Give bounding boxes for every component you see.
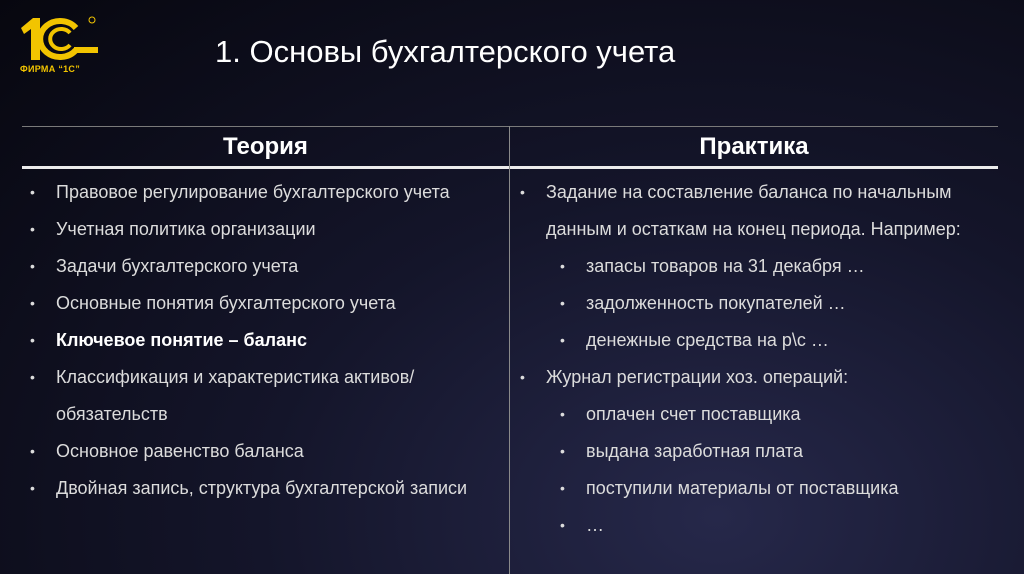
bullet-icon: • — [520, 369, 525, 385]
sub-list-item — [518, 285, 988, 322]
slide-title: 1. Основы бухгалтерского учета — [215, 34, 676, 69]
bullet-icon: • — [560, 332, 565, 348]
list-item-text: … — [586, 515, 604, 535]
list-item — [28, 433, 498, 470]
list-item-text: Ключевое понятие – баланс — [56, 330, 308, 350]
bullet-icon: • — [560, 443, 565, 459]
bullet-icon: • — [30, 480, 35, 496]
list-item — [28, 211, 498, 248]
list-item-text: Задачи бухгалтерского учета — [56, 256, 299, 276]
list-item-text: Правовое регулирование бухгалтерского учета — [56, 182, 450, 202]
sub-list-item — [518, 322, 988, 359]
logo-caption: ФИРМА “1С” — [20, 64, 81, 74]
bullet-icon: • — [30, 221, 35, 237]
bullet-icon: • — [30, 443, 35, 459]
list-item-text: поступили материалы от поставщика — [586, 478, 899, 498]
bullet-icon: • — [560, 258, 565, 274]
theory-header: Теория — [223, 133, 308, 160]
list-item-text: Задание на составление баланса по начальным данным и остаткам на конец периода. Например: — [546, 182, 961, 239]
list-item-text: запасы товаров на 31 декабря … — [586, 256, 865, 276]
bullet-icon: • — [520, 184, 525, 200]
bullet-icon: • — [560, 517, 565, 533]
practice-list — [518, 174, 988, 544]
list-item-text: задолженность покупателей … — [586, 293, 846, 313]
bullet-icon: • — [560, 406, 565, 422]
list-item-text: Основное равенство баланса — [56, 441, 304, 461]
list-item — [28, 322, 498, 359]
bullet-icon: • — [30, 184, 35, 200]
sub-list-item — [518, 507, 988, 544]
column-divider — [509, 126, 510, 574]
list-item-text: денежные средства на р\с … — [586, 330, 829, 350]
list-item-text: выдана заработная плата — [586, 441, 804, 461]
company-logo — [18, 14, 100, 78]
list-item — [518, 174, 988, 248]
list-item — [518, 359, 988, 396]
list-item-text: Двойная запись, структура бухгалтерской записи — [56, 478, 468, 498]
bullet-icon: • — [560, 480, 565, 496]
list-item — [28, 359, 498, 433]
theory-list — [28, 174, 498, 507]
list-item — [28, 248, 498, 285]
sub-list-item — [518, 396, 988, 433]
list-item-text: оплачен счет поставщика — [586, 404, 801, 424]
list-item — [28, 470, 498, 507]
sub-list-item — [518, 248, 988, 285]
sub-list-item — [518, 433, 988, 470]
list-item-text: Классификация и характеристика активов/обязательств — [56, 367, 415, 424]
list-item — [28, 285, 498, 322]
list-item-text: Журнал регистрации хоз. операций: — [546, 367, 849, 387]
logo-1c-mark — [18, 14, 100, 64]
practice-column — [510, 126, 998, 535]
sub-list-item — [518, 470, 988, 507]
list-item — [28, 174, 498, 211]
list-item-text: Основные понятия бухгалтерского учета — [56, 293, 396, 313]
list-item-text: Учетная политика организации — [56, 219, 316, 239]
practice-header: Практика — [699, 133, 809, 160]
bullet-icon: • — [30, 369, 35, 385]
bullet-icon: • — [560, 295, 565, 311]
comparison-table — [22, 126, 998, 574]
bullet-icon: • — [30, 295, 35, 311]
theory-column — [22, 126, 509, 498]
bullet-icon: • — [30, 258, 35, 274]
bullet-icon: • — [30, 332, 35, 348]
